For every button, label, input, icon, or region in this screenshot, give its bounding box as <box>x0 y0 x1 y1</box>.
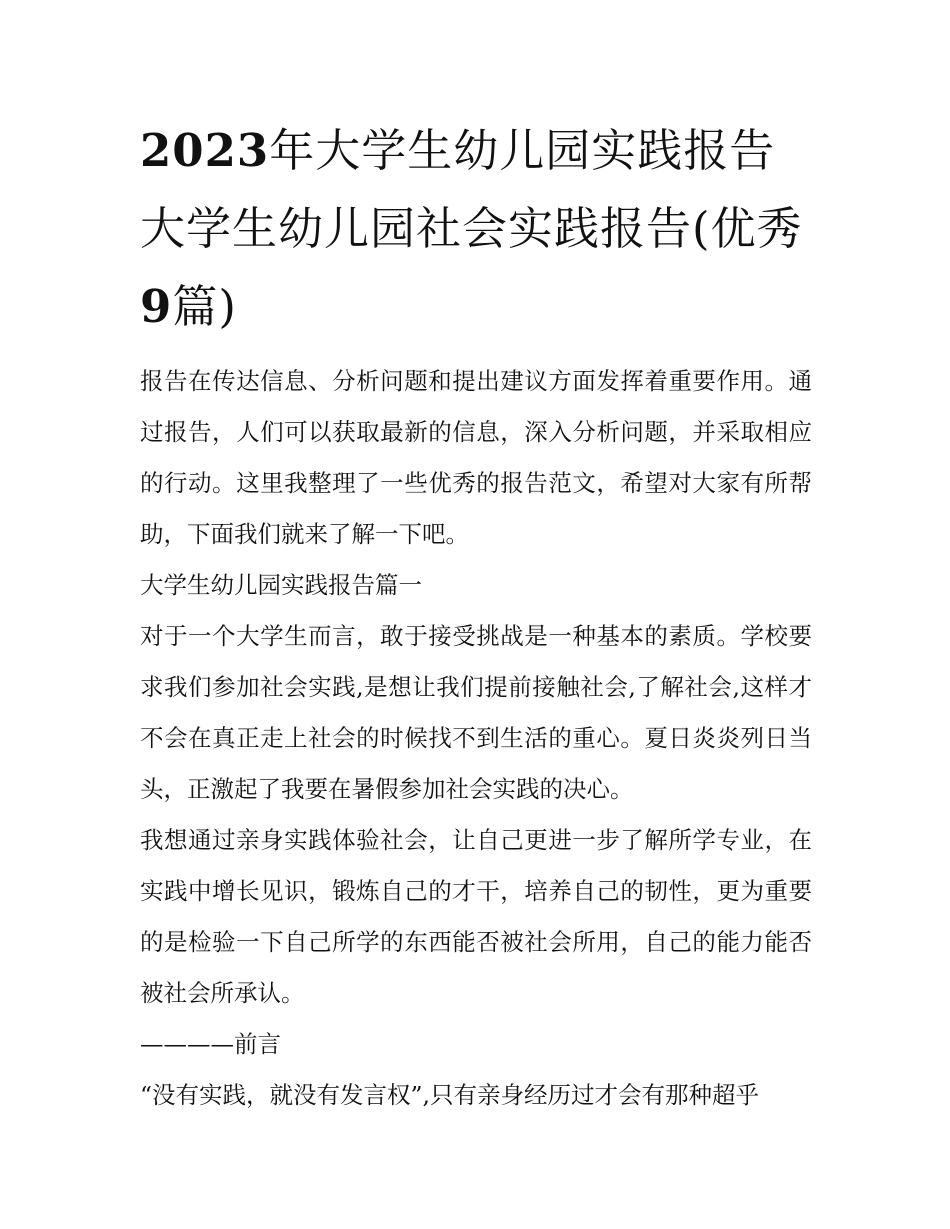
title-count: 9 <box>140 280 173 333</box>
title-year: 2023 <box>140 124 270 177</box>
document-title <box>140 112 812 346</box>
title-text: 年大学生幼儿园实践报告大学生幼儿园社会实践报告(优秀 <box>140 124 803 255</box>
body-paragraph: “没有实践，就没有发言权”,只有亲身经历过才会有那种超乎 <box>140 1081 759 1109</box>
title-suffix: 篇) <box>172 280 237 333</box>
body-paragraph: 对于一个大学生而言，敢于接受挑战是一种基本的素质。学校要求我们参加社会实践,是想让我们提前接触社会,了解社会,这样才不会在真正走上社会的时候找不到生活的重心。夏日炎炎列日当头，正激起了我要在暑假参加社会实践的决心。 <box>140 622 812 803</box>
preface-label: ————前言 <box>140 1030 281 1058</box>
body-paragraph: 我想通过亲身实践体验社会，让自己更进一步了解所学专业，在实践中增长见识，锻炼自己的才干，培养自己的韧性，更为重要的是检验一下自己所学的东西能否被社会所用，自己的能力能否被社会所承认。 <box>140 826 812 1007</box>
document-body <box>140 112 812 1121</box>
section-heading: 大学生幼儿园实践报告篇一 <box>140 571 422 599</box>
intro-paragraph: 报告在传达信息、分析问题和提出建议方面发挥着重要作用。通过报告，人们可以获取最新的信息，深入分析问题，并采取相应的行动。这里我整理了一些优秀的报告范文，希望对大家有所帮助，下面我们就来了解一下吧。 <box>140 367 812 548</box>
